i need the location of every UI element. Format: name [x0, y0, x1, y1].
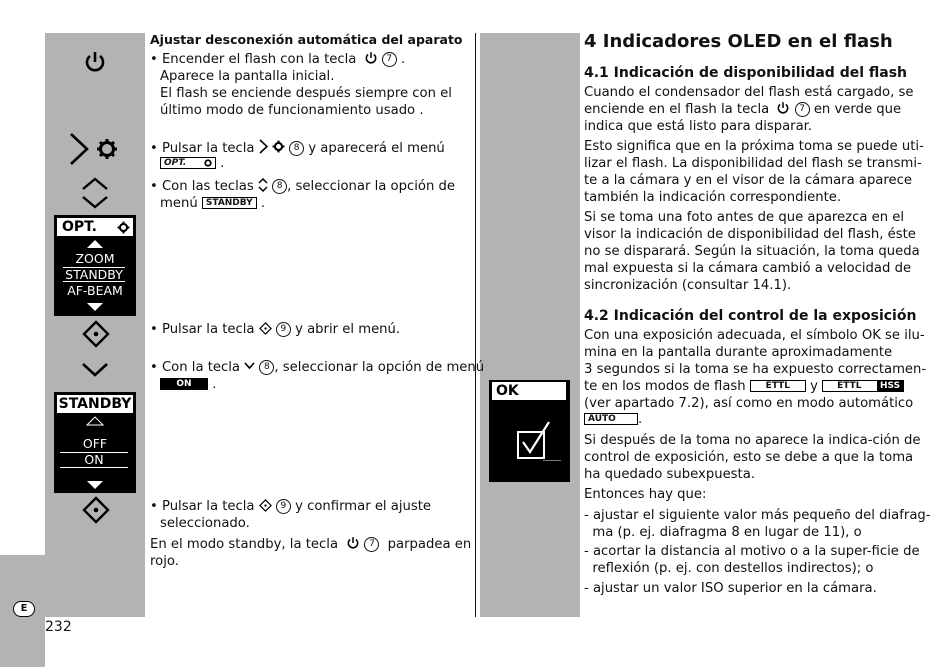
text: en verde que — [813, 102, 902, 117]
text: • Pulsar la tecla — [150, 141, 255, 156]
key-8-badge: 8 — [289, 141, 304, 156]
checkmark-icon — [515, 420, 555, 462]
p2-line-3: te a la cámara y en el visor de la cámara aparece — [584, 173, 913, 188]
p4-line-2: mina en la pantalla durante aproximadamente — [584, 345, 893, 360]
text: • Pulsar la tecla — [150, 322, 255, 337]
s41-line-1: Cuando el condensador del flash está cargado, se — [584, 85, 914, 100]
set-diamond-icon — [82, 496, 110, 524]
on-menu-label: ON — [160, 378, 208, 390]
power-line-2: Aparece la pantalla inicial. — [160, 69, 335, 84]
p4-line-4 — [584, 378, 904, 395]
p5-line-2: control de exposición, esto se debe a que la toma — [584, 450, 914, 465]
p2-line-1: Esto significa que en la próxima toma se puede uti- — [584, 139, 924, 154]
select2-line-1 — [150, 359, 484, 376]
text: • Encender el flash con la tecla — [150, 52, 357, 67]
p3-line-1: Si se toma una foto antes de que aparezca en el — [584, 210, 905, 225]
chevron-right-icon — [259, 139, 268, 154]
text: • Pulsar la tecla — [150, 499, 255, 514]
oled-display-opt — [54, 215, 136, 316]
menu-line-2: OPT. . — [160, 155, 224, 172]
s41-line-3: indica que está listo para disparar. — [584, 119, 813, 134]
oled-item-on-selected: ON — [60, 452, 128, 468]
key-9-badge: 9 — [276, 322, 291, 337]
standby-menu-label: STANDBY — [202, 197, 257, 209]
oled-opt-title: OPT. — [62, 219, 97, 235]
standby-line-2: rojo. — [150, 554, 179, 569]
ettl-hss-label — [822, 380, 904, 392]
power-line-3: El flash se enciende después siempre con el — [160, 86, 452, 101]
oled-standby-title: STANDBY — [58, 396, 132, 412]
select2-line-2: ON . — [160, 376, 216, 393]
key-7-badge: 7 — [364, 537, 379, 552]
ettl-text: ETTL — [837, 381, 862, 391]
chevron-down-icon — [244, 362, 255, 370]
text: te en los modos de flash — [584, 379, 746, 394]
text: enciende en el flash la tecla — [584, 102, 770, 117]
p4-line-1: Con una exposición adecuada, el símbolo OK se ilu- — [584, 328, 925, 343]
p3-line-4: mal expuesta si la cámara cambió a velocidad de — [584, 261, 912, 276]
power-line-1: • Encender el flash con la tecla 7 . — [150, 52, 406, 67]
bullet-line-2: ma (p. ej. diafragma 8 en lugar de 11), o — [584, 525, 862, 540]
oled-item-zoom: ZOOM — [75, 251, 115, 266]
column-divider — [475, 33, 476, 617]
select-line-1 — [150, 178, 455, 195]
bullet-line-3: - acortar la distancia al motivo o a la super-ficie de — [584, 544, 920, 559]
bullet-line-5: - ajustar un valor ISO superior en la cámara. — [584, 581, 877, 596]
p6-line: Entonces hay que: — [584, 487, 707, 502]
p5-line-3: ha quedado subexpuesta. — [584, 467, 755, 482]
oled-item-standby-selected: STANDBY — [63, 267, 125, 282]
p5-line-1: Si después de la toma no aparece la indica-ción de — [584, 433, 921, 448]
key-7-badge: 7 — [382, 52, 397, 67]
set-diamond-icon — [259, 499, 272, 512]
left-heading: Ajustar desconexión automática del aparato — [150, 32, 463, 47]
oled-display-standby — [54, 392, 136, 493]
p4-line-5: (ver apartado 7.2), así como en modo automático — [584, 396, 914, 411]
text: y abrir el menú. — [295, 322, 401, 337]
hss-text: HSS — [877, 381, 903, 391]
p3-line-3: no se disparará. Según la situación, la toma queda — [584, 244, 920, 259]
subsection-4-1-title: 4.1 Indicación de disponibilidad del flash — [584, 65, 908, 81]
key-8-badge: 8 — [259, 360, 274, 375]
key-8-badge: 8 — [272, 179, 287, 194]
subsection-4-2-title: 4.2 Indicación del control de la exposición — [584, 308, 917, 324]
oled-item-off: OFF — [82, 436, 108, 451]
p3-line-5: sincronización (consultar 14.1). — [584, 278, 792, 293]
triangle-down-icon — [87, 481, 103, 489]
text: y aparecerá el menú — [308, 141, 445, 156]
language-badge-label: E — [20, 603, 28, 614]
language-badge — [13, 601, 35, 617]
gear-icon — [203, 158, 213, 168]
p3-line-2: visor la indicación de disponibilidad del flash, éste — [584, 227, 916, 242]
text: parpadea en — [387, 537, 472, 552]
confirm-line-1 — [150, 498, 431, 515]
p2-line-2: lizar el flash. La disponibilidad del flash se transmi- — [584, 156, 922, 171]
power-icon — [364, 51, 378, 65]
triangle-down-icon — [87, 303, 103, 311]
power-icon — [83, 50, 107, 74]
set-diamond-icon — [82, 320, 110, 348]
open-menu-line — [150, 321, 400, 338]
key-9-badge: 9 — [276, 499, 291, 514]
text: • Con las teclas — [150, 179, 254, 194]
bullet-line-4: reflexión (p. ej. con destellos indirectos); o — [584, 561, 874, 576]
bullet-line-1: - ajustar el siguiente valor más pequeño del diafrag- — [584, 508, 931, 523]
p4-line-6: AUTO . — [584, 411, 642, 428]
s41-line-2 — [584, 101, 901, 118]
up-down-arrows-icon — [258, 178, 268, 192]
text: , seleccionar la opción de — [287, 179, 455, 194]
section-title: 4 Indicadores OLED en el flash — [584, 31, 893, 52]
up-down-arrows-icon — [80, 176, 110, 210]
text: menú — [160, 196, 198, 211]
power-line-4: último modo de funcionamiento usado . — [160, 103, 424, 118]
text: , seleccionar la opción de menú — [274, 360, 485, 375]
ok-underline-mark — [543, 460, 561, 461]
triangle-up-icon — [87, 240, 103, 248]
opt-menu-label — [160, 157, 216, 169]
key-7-badge: 7 — [795, 102, 810, 117]
oled-display-ok — [489, 380, 570, 482]
triangle-up-outline-icon — [86, 416, 104, 426]
power-icon — [346, 536, 360, 550]
gear-icon — [96, 138, 118, 160]
select-line-2: menú STANDBY . — [160, 196, 266, 211]
label: OPT. — [164, 158, 187, 168]
text: y — [810, 379, 818, 394]
gear-icon — [272, 140, 285, 153]
set-diamond-icon — [259, 322, 272, 335]
text: En el modo standby, la tecla — [150, 537, 339, 552]
chevron-down-icon — [81, 362, 109, 378]
oled-item-af-beam: AF-BEAM — [67, 283, 123, 298]
auto-label: AUTO — [584, 413, 638, 425]
text: y confirmar el ajuste — [295, 499, 432, 514]
text: • Con la tecla — [150, 360, 241, 375]
p2-line-4: también la indicación correspondiente. — [584, 190, 842, 205]
middle-gray-bar — [480, 33, 580, 617]
chevron-right-icon — [68, 132, 90, 166]
ettl-label: ETTL — [750, 380, 806, 392]
p4-line-3: 3 segundos si la toma se ha expuesto correctamen- — [584, 362, 927, 377]
gear-icon — [117, 221, 130, 234]
confirm-line-2: seleccionado. — [160, 516, 250, 531]
power-icon — [776, 101, 790, 115]
oled-ok-title: OK — [492, 382, 566, 400]
standby-line-1 — [150, 536, 471, 553]
page-number: 232 — [45, 619, 72, 635]
